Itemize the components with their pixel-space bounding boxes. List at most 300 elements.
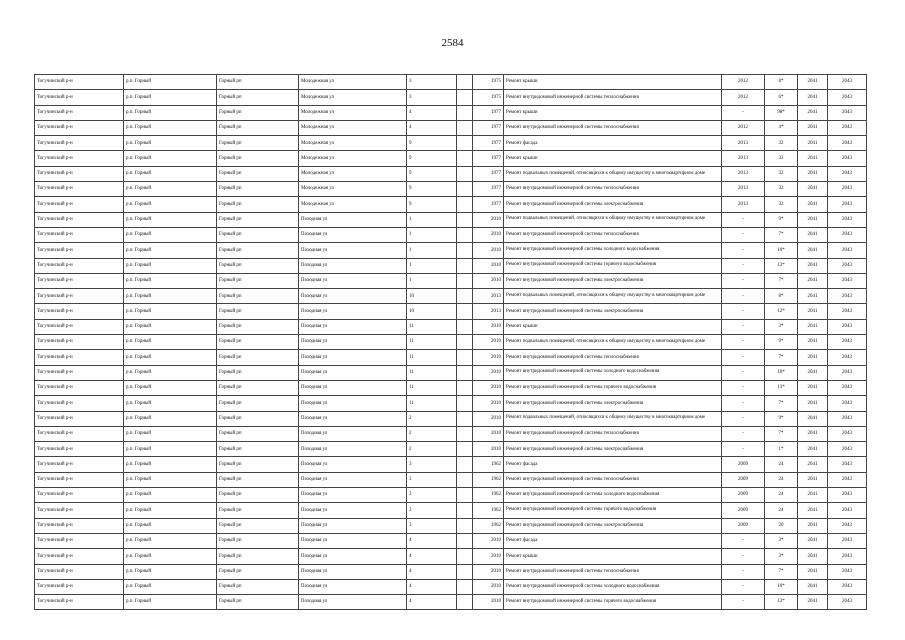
street-cell: Молодежная ул — [299, 136, 407, 151]
building-cell — [457, 579, 473, 594]
work-type-cell: Ремонт внутридомовой инженерной системы теплоснабжения — [504, 120, 722, 135]
plan-start-year-cell: 2041 — [798, 136, 828, 151]
settlement-cell: р.п. Горный — [124, 197, 217, 212]
work-type-cell: Ремонт фасада — [504, 136, 722, 151]
wear-percent-cell: 3* — [765, 549, 798, 564]
locality-cell: Горный рп — [217, 564, 299, 579]
district-cell: Тогучинский р-н — [35, 166, 124, 181]
locality-cell: Горный рп — [217, 105, 299, 120]
last-repair-year-cell: 2009 — [722, 518, 765, 533]
district-cell: Тогучинский р-н — [35, 579, 124, 594]
build-year-cell: 1977 — [473, 136, 504, 151]
street-cell: Молодежная ул — [299, 90, 407, 105]
plan-start-year-cell: 2041 — [798, 365, 828, 380]
plan-start-year-cell: 2041 — [798, 549, 828, 564]
table-row — [35, 442, 867, 457]
building-cell — [457, 136, 473, 151]
wear-percent-cell: 7* — [765, 426, 798, 441]
plan-start-year-cell: 2041 — [798, 442, 828, 457]
work-type-cell: Ремонт внутридомовой инженерной системы электроснабжения — [504, 197, 722, 212]
build-year-cell: 2010 — [473, 335, 504, 350]
build-year-cell: 2010 — [473, 350, 504, 365]
last-repair-year-cell: - — [722, 319, 765, 334]
plan-end-year-cell: 2043 — [828, 564, 867, 579]
plan-end-year-cell: 2043 — [828, 426, 867, 441]
plan-start-year-cell: 2041 — [798, 151, 828, 166]
building-cell — [457, 365, 473, 380]
last-repair-year-cell: - — [722, 212, 765, 227]
plan-start-year-cell: 2041 — [798, 304, 828, 319]
last-repair-year-cell: - — [722, 426, 765, 441]
wear-percent-cell: 10* — [765, 365, 798, 380]
district-cell: Тогучинский р-н — [35, 518, 124, 533]
district-cell: Тогучинский р-н — [35, 365, 124, 380]
locality-cell: Горный рп — [217, 549, 299, 564]
last-repair-year-cell: - — [722, 335, 765, 350]
plan-end-year-cell: 2043 — [828, 136, 867, 151]
house-number-cell: 9 — [407, 166, 457, 181]
street-cell: Походная ул — [299, 411, 407, 426]
locality-cell: Горный рп — [217, 365, 299, 380]
plan-end-year-cell: 2043 — [828, 182, 867, 197]
street-cell: Молодежная ул — [299, 151, 407, 166]
table-row — [35, 273, 867, 288]
plan-start-year-cell: 2041 — [798, 488, 828, 503]
table-row — [35, 258, 867, 273]
settlement-cell: р.п. Горный — [124, 166, 217, 181]
plan-start-year-cell: 2041 — [798, 426, 828, 441]
build-year-cell: 1977 — [473, 197, 504, 212]
build-year-cell: 1962 — [473, 488, 504, 503]
street-cell: Походная ул — [299, 488, 407, 503]
table-row — [35, 166, 867, 181]
plan-start-year-cell: 2041 — [798, 533, 828, 548]
last-repair-year-cell: - — [722, 258, 765, 273]
plan-end-year-cell: 2043 — [828, 90, 867, 105]
settlement-cell: р.п. Горный — [124, 488, 217, 503]
plan-start-year-cell: 2041 — [798, 472, 828, 487]
work-type-cell: Ремонт внутридомовой инженерной системы холодного водоснабжения — [504, 579, 722, 594]
settlement-cell: р.п. Горный — [124, 335, 217, 350]
settlement-cell: р.п. Горный — [124, 75, 217, 90]
building-cell — [457, 166, 473, 181]
district-cell: Тогучинский р-н — [35, 533, 124, 548]
work-type-cell: Ремонт внутридомовой инженерной системы теплоснабжения — [504, 182, 722, 197]
work-type-cell: Ремонт крыши — [504, 75, 722, 90]
settlement-cell: р.п. Горный — [124, 212, 217, 227]
settlement-cell: р.п. Горный — [124, 151, 217, 166]
house-number-cell: 1 — [407, 258, 457, 273]
build-year-cell: 2010 — [473, 258, 504, 273]
build-year-cell: 2010 — [473, 365, 504, 380]
locality-cell: Горный рп — [217, 335, 299, 350]
street-cell: Походная ул — [299, 426, 407, 441]
wear-percent-cell: 13* — [765, 595, 798, 610]
last-repair-year-cell: - — [722, 533, 765, 548]
settlement-cell: р.п. Горный — [124, 90, 217, 105]
last-repair-year-cell: 2009 — [722, 488, 765, 503]
locality-cell: Горный рп — [217, 258, 299, 273]
street-cell: Походная ул — [299, 518, 407, 533]
wear-percent-cell: 12* — [765, 304, 798, 319]
locality-cell: Горный рп — [217, 273, 299, 288]
settlement-cell: р.п. Горный — [124, 579, 217, 594]
building-cell — [457, 380, 473, 395]
last-repair-year-cell: 2013 — [722, 151, 765, 166]
plan-start-year-cell: 2041 — [798, 243, 828, 258]
build-year-cell: 2010 — [473, 396, 504, 411]
settlement-cell: р.п. Горный — [124, 380, 217, 395]
district-cell: Тогучинский р-н — [35, 289, 124, 304]
house-number-cell: 11 — [407, 365, 457, 380]
last-repair-year-cell: - — [722, 273, 765, 288]
building-cell — [457, 304, 473, 319]
house-number-cell: 2 — [407, 442, 457, 457]
build-year-cell: 2013 — [473, 289, 504, 304]
building-cell — [457, 457, 473, 472]
locality-cell: Горный рп — [217, 243, 299, 258]
street-cell: Походная ул — [299, 595, 407, 610]
table-row — [35, 105, 867, 120]
building-cell — [457, 549, 473, 564]
plan-start-year-cell: 2041 — [798, 350, 828, 365]
locality-cell: Горный рп — [217, 90, 299, 105]
district-cell: Тогучинский р-н — [35, 488, 124, 503]
table-row — [35, 549, 867, 564]
settlement-cell: р.п. Горный — [124, 549, 217, 564]
wear-percent-cell: 10* — [765, 243, 798, 258]
wear-percent-cell: 24 — [765, 488, 798, 503]
plan-start-year-cell: 2041 — [798, 579, 828, 594]
plan-start-year-cell: 2041 — [798, 197, 828, 212]
capital-repair-register-table — [34, 74, 867, 610]
locality-cell: Горный рп — [217, 426, 299, 441]
work-type-cell: Ремонт внутридомовой инженерной системы горячего водоснабжения — [504, 595, 722, 610]
street-cell: Походная ул — [299, 442, 407, 457]
work-type-cell: Ремонт внутридомовой инженерной системы горячего водоснабжения — [504, 503, 722, 518]
house-number-cell: 9 — [407, 151, 457, 166]
settlement-cell: р.п. Горный — [124, 457, 217, 472]
build-year-cell: 2010 — [473, 319, 504, 334]
wear-percent-cell: 32 — [765, 136, 798, 151]
table-row — [35, 533, 867, 548]
house-number-cell: 2 — [407, 411, 457, 426]
wear-percent-cell: 13* — [765, 258, 798, 273]
plan-end-year-cell: 2043 — [828, 380, 867, 395]
district-cell: Тогучинский р-н — [35, 426, 124, 441]
last-repair-year-cell: 2009 — [722, 503, 765, 518]
plan-start-year-cell: 2041 — [798, 212, 828, 227]
plan-end-year-cell: 2043 — [828, 120, 867, 135]
build-year-cell: 2010 — [473, 595, 504, 610]
locality-cell: Горный рп — [217, 380, 299, 395]
wear-percent-cell: 9* — [765, 411, 798, 426]
building-cell — [457, 120, 473, 135]
locality-cell: Горный рп — [217, 212, 299, 227]
table-row — [35, 595, 867, 610]
district-cell: Тогучинский р-н — [35, 212, 124, 227]
plan-start-year-cell: 2041 — [798, 396, 828, 411]
table-row — [35, 396, 867, 411]
build-year-cell: 2010 — [473, 549, 504, 564]
plan-start-year-cell: 2041 — [798, 564, 828, 579]
table-row — [35, 197, 867, 212]
street-cell: Походная ул — [299, 258, 407, 273]
work-type-cell: Ремонт внутридомовой инженерной системы теплоснабжения — [504, 350, 722, 365]
street-cell: Походная ул — [299, 273, 407, 288]
plan-start-year-cell: 2041 — [798, 227, 828, 242]
street-cell: Походная ул — [299, 289, 407, 304]
building-cell — [457, 212, 473, 227]
locality-cell: Горный рп — [217, 533, 299, 548]
locality-cell: Горный рп — [217, 166, 299, 181]
plan-end-year-cell: 2043 — [828, 518, 867, 533]
settlement-cell: р.п. Горный — [124, 273, 217, 288]
plan-end-year-cell: 2043 — [828, 549, 867, 564]
settlement-cell: р.п. Горный — [124, 304, 217, 319]
plan-end-year-cell: 2043 — [828, 335, 867, 350]
plan-start-year-cell: 2041 — [798, 335, 828, 350]
plan-end-year-cell: 2043 — [828, 350, 867, 365]
district-cell: Тогучинский р-н — [35, 380, 124, 395]
wear-percent-cell: 7* — [765, 564, 798, 579]
building-cell — [457, 258, 473, 273]
locality-cell: Горный рп — [217, 457, 299, 472]
street-cell: Молодежная ул — [299, 197, 407, 212]
table-row — [35, 136, 867, 151]
locality-cell: Горный рп — [217, 182, 299, 197]
work-type-cell: Ремонт подвальных помещений, относящихся к общему имуществу в многоквартирном доме — [504, 289, 722, 304]
last-repair-year-cell: 2012 — [722, 90, 765, 105]
wear-percent-cell: 32 — [765, 166, 798, 181]
work-type-cell: Ремонт внутридомовой инженерной системы теплоснабжения — [504, 564, 722, 579]
plan-start-year-cell: 2041 — [798, 595, 828, 610]
wear-percent-cell: 32 — [765, 197, 798, 212]
district-cell: Тогучинский р-н — [35, 197, 124, 212]
last-repair-year-cell: - — [722, 289, 765, 304]
work-type-cell: Ремонт внутридомовой инженерной системы холодного водоснабжения — [504, 365, 722, 380]
street-cell: Молодежная ул — [299, 105, 407, 120]
building-cell — [457, 197, 473, 212]
last-repair-year-cell: - — [722, 579, 765, 594]
last-repair-year-cell: 2012 — [722, 75, 765, 90]
wear-percent-cell: 7* — [765, 273, 798, 288]
building-cell — [457, 75, 473, 90]
settlement-cell: р.п. Горный — [124, 396, 217, 411]
locality-cell: Горный рп — [217, 289, 299, 304]
build-year-cell: 2010 — [473, 426, 504, 441]
wear-percent-cell: 24 — [765, 457, 798, 472]
table-row — [35, 289, 867, 304]
locality-cell: Горный рп — [217, 411, 299, 426]
building-cell — [457, 227, 473, 242]
build-year-cell: 1977 — [473, 151, 504, 166]
plan-end-year-cell: 2043 — [828, 258, 867, 273]
building-cell — [457, 289, 473, 304]
wear-percent-cell: 6* — [765, 90, 798, 105]
work-type-cell: Ремонт внутридомовой инженерной системы электроснабжения — [504, 396, 722, 411]
plan-end-year-cell: 2043 — [828, 75, 867, 90]
table-row — [35, 564, 867, 579]
build-year-cell: 2010 — [473, 533, 504, 548]
plan-start-year-cell: 2041 — [798, 411, 828, 426]
last-repair-year-cell: - — [722, 595, 765, 610]
plan-end-year-cell: 2043 — [828, 595, 867, 610]
locality-cell: Горный рп — [217, 350, 299, 365]
plan-end-year-cell: 2043 — [828, 227, 867, 242]
district-cell: Тогучинский р-н — [35, 136, 124, 151]
wear-percent-cell: 24 — [765, 472, 798, 487]
build-year-cell: 1975 — [473, 75, 504, 90]
wear-percent-cell: 10* — [765, 579, 798, 594]
street-cell: Молодежная ул — [299, 166, 407, 181]
build-year-cell: 1962 — [473, 457, 504, 472]
plan-end-year-cell: 2043 — [828, 472, 867, 487]
work-type-cell: Ремонт внутридомовой инженерной системы электроснабжения — [504, 518, 722, 533]
building-cell — [457, 442, 473, 457]
street-cell: Походная ул — [299, 304, 407, 319]
last-repair-year-cell: - — [722, 411, 765, 426]
plan-end-year-cell: 2043 — [828, 442, 867, 457]
settlement-cell: р.п. Горный — [124, 319, 217, 334]
locality-cell: Горный рп — [217, 75, 299, 90]
settlement-cell: р.п. Горный — [124, 136, 217, 151]
table-row — [35, 75, 867, 90]
last-repair-year-cell: - — [722, 396, 765, 411]
wear-percent-cell: 9* — [765, 335, 798, 350]
settlement-cell: р.п. Горный — [124, 105, 217, 120]
building-cell — [457, 151, 473, 166]
work-type-cell: Ремонт внутридомовой инженерной системы теплоснабжения — [504, 472, 722, 487]
build-year-cell: 1962 — [473, 518, 504, 533]
street-cell: Походная ул — [299, 579, 407, 594]
settlement-cell: р.п. Горный — [124, 518, 217, 533]
last-repair-year-cell: - — [722, 564, 765, 579]
build-year-cell: 2010 — [473, 243, 504, 258]
district-cell: Тогучинский р-н — [35, 549, 124, 564]
house-number-cell: 4 — [407, 579, 457, 594]
table-row — [35, 457, 867, 472]
locality-cell: Горный рп — [217, 442, 299, 457]
street-cell: Походная ул — [299, 335, 407, 350]
wear-percent-cell: 7* — [765, 350, 798, 365]
plan-end-year-cell: 2043 — [828, 273, 867, 288]
wear-percent-cell: 9* — [765, 212, 798, 227]
district-cell: Тогучинский р-н — [35, 105, 124, 120]
plan-end-year-cell: 2043 — [828, 212, 867, 227]
build-year-cell: 2010 — [473, 380, 504, 395]
wear-percent-cell: 24 — [765, 503, 798, 518]
settlement-cell: р.п. Горный — [124, 243, 217, 258]
plan-start-year-cell: 2041 — [798, 289, 828, 304]
plan-start-year-cell: 2041 — [798, 380, 828, 395]
plan-start-year-cell: 2041 — [798, 90, 828, 105]
table-row — [35, 212, 867, 227]
settlement-cell: р.п. Горный — [124, 350, 217, 365]
wear-percent-cell: 3* — [765, 319, 798, 334]
building-cell — [457, 350, 473, 365]
settlement-cell: р.п. Горный — [124, 564, 217, 579]
wear-percent-cell: 20 — [765, 518, 798, 533]
work-type-cell: Ремонт внутридомовой инженерной системы теплоснабжения — [504, 227, 722, 242]
build-year-cell: 2010 — [473, 273, 504, 288]
street-cell: Походная ул — [299, 319, 407, 334]
house-number-cell: 3 — [407, 472, 457, 487]
wear-percent-cell: 8* — [765, 75, 798, 90]
building-cell — [457, 411, 473, 426]
register-rows — [35, 75, 867, 610]
wear-percent-cell: 4* — [765, 120, 798, 135]
last-repair-year-cell: 2009 — [722, 457, 765, 472]
plan-end-year-cell: 2043 — [828, 105, 867, 120]
work-type-cell: Ремонт внутридомовой инженерной системы холодного водоснабжения — [504, 488, 722, 503]
wear-percent-cell: 7* — [765, 227, 798, 242]
build-year-cell: 2010 — [473, 579, 504, 594]
locality-cell: Горный рп — [217, 136, 299, 151]
last-repair-year-cell: - — [722, 105, 765, 120]
settlement-cell: р.п. Горный — [124, 411, 217, 426]
house-number-cell: 11 — [407, 319, 457, 334]
last-repair-year-cell: - — [722, 243, 765, 258]
table-row — [35, 503, 867, 518]
house-number-cell: 11 — [407, 350, 457, 365]
street-cell: Походная ул — [299, 549, 407, 564]
house-number-cell: 9 — [407, 182, 457, 197]
street-cell: Походная ул — [299, 227, 407, 242]
plan-start-year-cell: 2041 — [798, 258, 828, 273]
build-year-cell: 1962 — [473, 503, 504, 518]
table-row — [35, 518, 867, 533]
settlement-cell: р.п. Горный — [124, 182, 217, 197]
build-year-cell: 1962 — [473, 472, 504, 487]
work-type-cell: Ремонт внутридомовой инженерной системы электроснабжения — [504, 442, 722, 457]
last-repair-year-cell: - — [722, 365, 765, 380]
house-number-cell: 1 — [407, 227, 457, 242]
table-row — [35, 90, 867, 105]
settlement-cell: р.п. Горный — [124, 227, 217, 242]
build-year-cell: 1977 — [473, 105, 504, 120]
last-repair-year-cell: 2013 — [722, 182, 765, 197]
table-row — [35, 426, 867, 441]
work-type-cell: Ремонт фасада — [504, 533, 722, 548]
last-repair-year-cell: 2013 — [722, 197, 765, 212]
house-number-cell: 9 — [407, 136, 457, 151]
plan-start-year-cell: 2041 — [798, 503, 828, 518]
build-year-cell: 2010 — [473, 442, 504, 457]
work-type-cell: Ремонт фасада — [504, 457, 722, 472]
table-row — [35, 304, 867, 319]
house-number-cell: 3 — [407, 503, 457, 518]
house-number-cell: 3 — [407, 457, 457, 472]
street-cell: Молодежная ул — [299, 75, 407, 90]
settlement-cell: р.п. Горный — [124, 472, 217, 487]
plan-start-year-cell: 2041 — [798, 120, 828, 135]
district-cell: Тогучинский р-н — [35, 182, 124, 197]
plan-end-year-cell: 2043 — [828, 579, 867, 594]
work-type-cell: Ремонт подвальных помещений, относящихся к общему имуществу в многоквартирном доме — [504, 166, 722, 181]
street-cell: Походная ул — [299, 365, 407, 380]
build-year-cell: 2010 — [473, 212, 504, 227]
last-repair-year-cell: - — [722, 227, 765, 242]
locality-cell: Горный рп — [217, 503, 299, 518]
build-year-cell: 2010 — [473, 564, 504, 579]
building-cell — [457, 488, 473, 503]
street-cell: Походная ул — [299, 503, 407, 518]
locality-cell: Горный рп — [217, 472, 299, 487]
wear-percent-cell: 8* — [765, 289, 798, 304]
table-row — [35, 488, 867, 503]
plan-end-year-cell: 2043 — [828, 243, 867, 258]
